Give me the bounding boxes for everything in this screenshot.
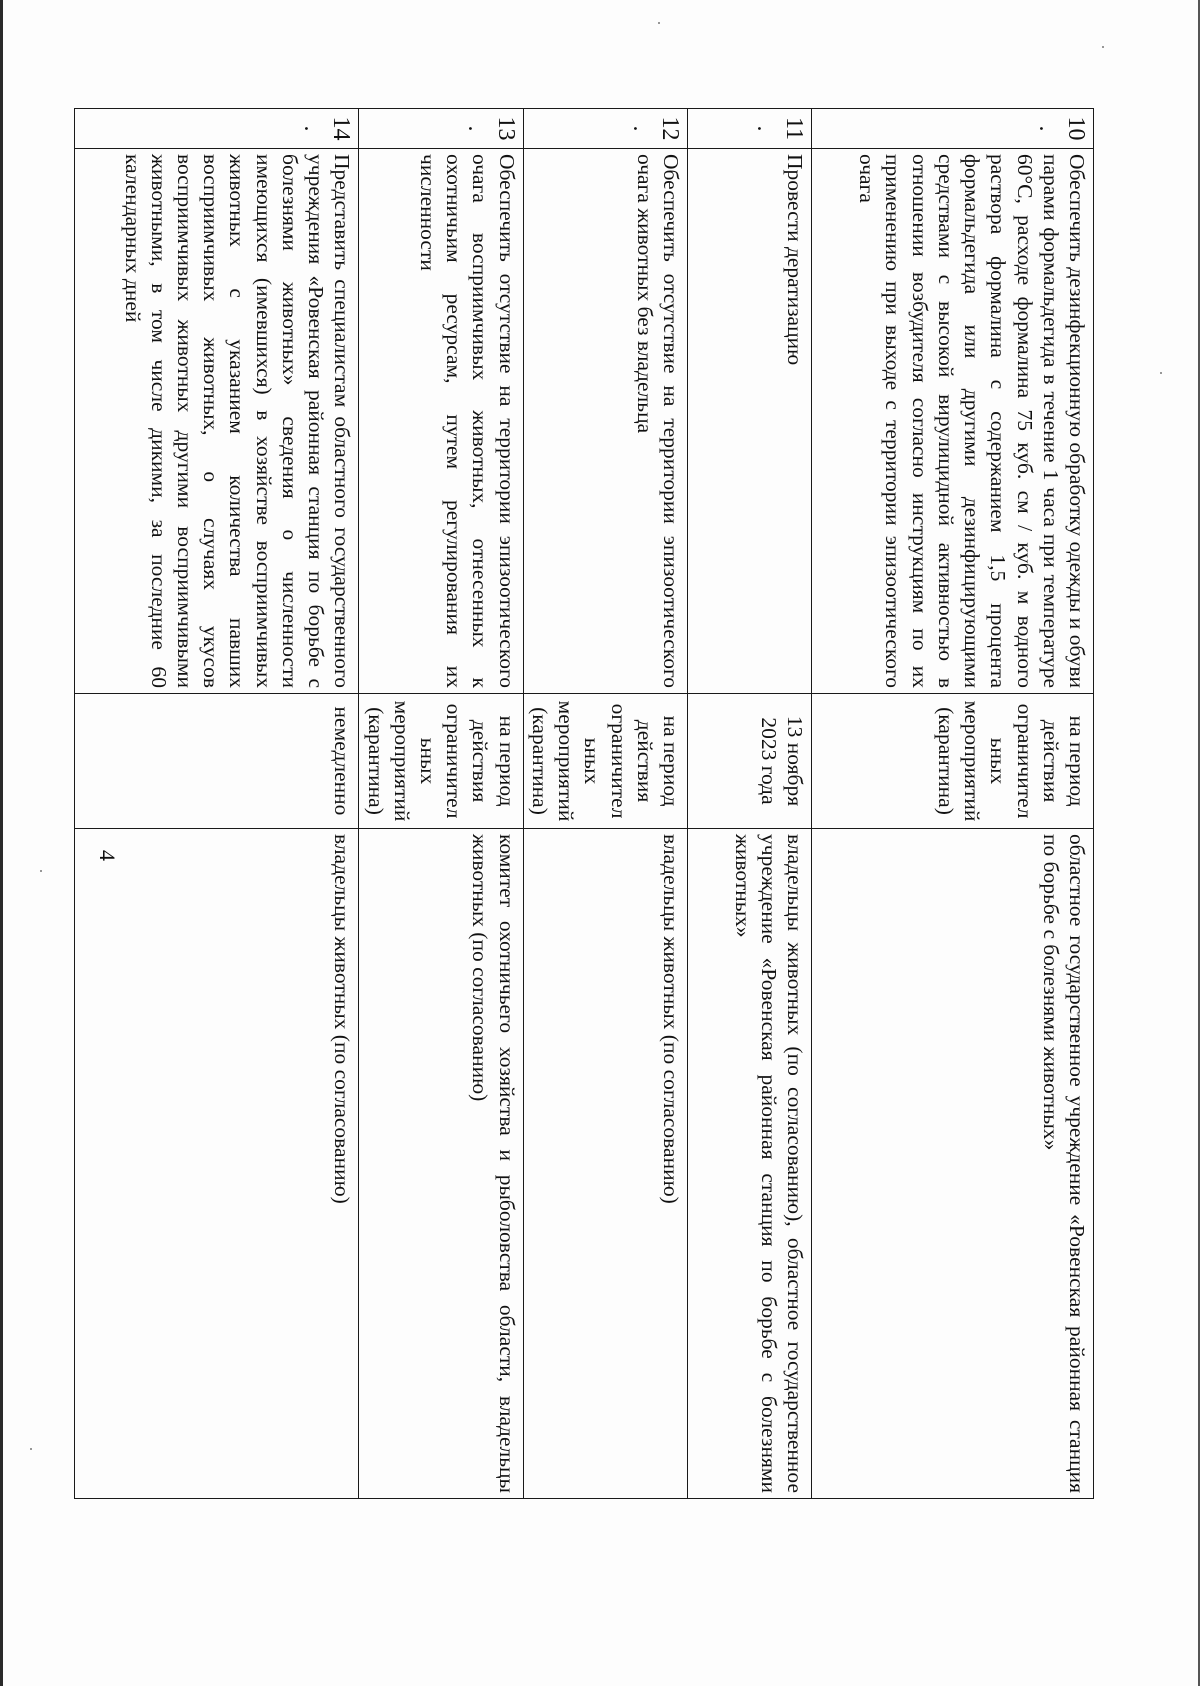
measure-cell: Обеспечить дезинфекционную обработку одежды и обуви парами формальдегида в течение 1 часа при температуре 60°С, расходе формалина 75 куб. см / куб. м водного раствора формалина с содержанием 1,5 процента формальдегида или другими дезинфицирующими средствами с высокой вирулицидной активностью в отношении возбудителя согласно инструкциям по их применению при выходе с территории эпизоотического очага [812,149,1094,694]
responsible-cell: комитет охотничьего хозяйства и рыболовства области, владельцы животных (по согласованию) [359,829,523,1499]
table-row [688,109,812,1499]
scan-speck [658,22,660,24]
row-number: 10. [812,109,1094,149]
scan-speck [1102,46,1104,48]
page-number: 4 [95,850,120,861]
row-number: 14. [75,109,359,149]
measure-cell: Обеспечить отсутствие на территории эпизоотического очага восприимчивых животных, отнесенных к охотничьим ресурсам, путем регулирования их численности [359,149,523,694]
rotated-table-container [120,108,1094,1498]
table-row [523,109,687,1499]
table-row [812,109,1094,1499]
table-row [359,109,523,1499]
row-number: 11. [688,109,812,149]
responsible-cell: владельцы животных (по согласованию) [75,829,359,1499]
deadline-cell: на период действия ограничительных мероприятий (карантина) [812,694,1094,829]
row-number: 13. [359,109,523,149]
measure-cell: Провести дератизацию [688,149,812,694]
scan-speck [1160,372,1162,374]
deadline-cell: 13 ноября 2023 года [688,694,812,829]
deadline-cell: на период действия ограничительных мероприятий (карантина) [359,694,523,829]
scan-edge-left [0,0,3,1686]
scan-speck [40,870,42,872]
responsible-cell: владельцы животных (по согласованию) [523,829,687,1499]
deadline-cell: немедленно [75,694,359,829]
measure-cell: Представить специалистам областного государственного учреждения «Ровенская районная станция по борьбе с болезнями животных» сведения о численности имеющихся (имевшихся) в хозяйстве восприимчивых животных с указанием количества павших восприимчивых животных, о случаях укусов восприимчивых животных другими восприимчивыми животными, в том числе дикими, за последние 60 календарных дней [75,149,359,694]
measures-table [74,108,1094,1499]
deadline-cell: на период действия ограничительных мероприятий (карантина) [523,694,687,829]
responsible-cell: владельцы животных (по согласованию), областное государственное учреждение «Ровенская районная станция по борьбе с болезнями животных» [688,829,812,1499]
measure-cell: Обеспечить отсутствие на территории эпизоотического очага животных без владельца [523,149,687,694]
row-number: 12. [523,109,687,149]
scan-speck [30,1448,32,1450]
responsible-cell: областное государственное учреждение «Ровенская районная станция по борьбе с болезнями животных» [812,829,1094,1499]
table-row [75,109,359,1499]
